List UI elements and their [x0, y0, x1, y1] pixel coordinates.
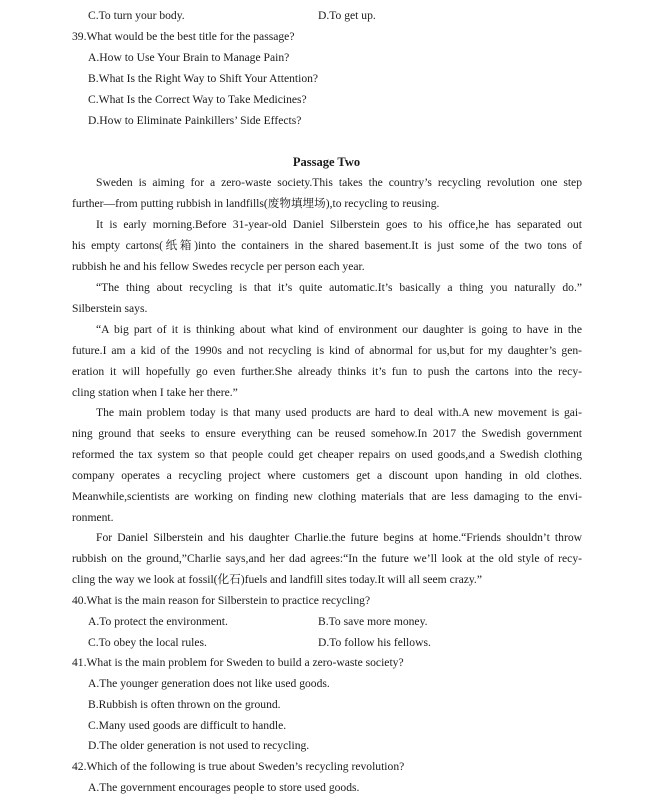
passage-line: reformed the tax system so that people could get cheaper repairs on used goods,and a Swedish clothing — [72, 448, 582, 461]
passage-line: “The thing about recycling is that it’s quite automatic.It’s basically a thing you naturally do.” — [96, 281, 582, 294]
q42-option-a: A.The government encourages people to store used goods. — [88, 781, 360, 794]
passage-line: It is early morning.Before 31-year-old Daniel Silberstein goes to his office,he has separated out — [96, 218, 582, 231]
passage-line: cling station when I take her there.” — [72, 386, 238, 399]
q38-option-c: C.To turn your body. — [88, 9, 185, 22]
q39-option-a: A.How to Use Your Brain to Manage Pain? — [88, 51, 290, 64]
passage-line: ning ground that seeks to ensure everything can be reused somehow.In 2017 the Swedish government — [72, 427, 582, 440]
passage-line: his empty cartons(纸箱)into the containers in the shared basement.It is just some of the two tons of — [72, 239, 582, 252]
passage-line: eration it will hopefully go even further.She already thinks it’s fun to push the cartons into the recy- — [72, 365, 582, 378]
passage-line: rubbish on the ground,”Charlie says,and her dad agrees:“In the future we’ll look at the old style of recy- — [72, 552, 582, 565]
q40-option-c: C.To obey the local rules. — [88, 636, 207, 649]
q41-option-a: A.The younger generation does not like used goods. — [88, 677, 330, 690]
passage-line: ronment. — [72, 511, 114, 524]
q41-option-c: C.Many used goods are difficult to handle. — [88, 719, 287, 732]
q40-option-b: B.To save more money. — [318, 615, 428, 628]
q39-stem: 39.What would be the best title for the passage? — [72, 30, 295, 43]
q39-option-c: C.What Is the Correct Way to Take Medicines? — [88, 93, 307, 106]
passage-line: Silberstein says. — [72, 302, 148, 315]
passage-line: cling the way we look at fossil(化石)fuels and landfill sites today.It will all seem crazy.” — [72, 573, 482, 586]
passage-line: Sweden is aiming for a zero-waste society.This takes the country’s recycling revolution one step — [96, 176, 582, 189]
q39-option-b: B.What Is the Right Way to Shift Your Attention? — [88, 72, 319, 85]
passage-line: Meanwhile,scientists are working on finding new clothing materials that are less damaging to the envi- — [72, 490, 582, 503]
q41-option-b: B.Rubbish is often thrown on the ground. — [88, 698, 281, 711]
q39-option-d: D.How to Eliminate Painkillers’ Side Effects? — [88, 114, 302, 127]
passage-line: “A big part of it is thinking about what kind of environment our daughter is going to have in the — [96, 323, 582, 336]
q40-stem: 40.What is the main reason for Silberstein to practice recycling? — [72, 594, 371, 607]
passage-line: For Daniel Silberstein and his daughter Charlie.the future begins at home.“Friends shouldn’t throw — [96, 531, 582, 544]
passage-line: The main problem today is that many used products are hard to deal with.A new movement is gai- — [96, 406, 582, 419]
q41-option-d: D.The older generation is not used to recycling. — [88, 739, 310, 752]
passage-line: further—from putting rubbish in landfills(废物填埋场),to recycling to reusing. — [72, 197, 440, 210]
passage-line: rubbish he and his fellow Swedes recycle per person each year. — [72, 260, 365, 273]
q42-stem: 42.Which of the following is true about Sweden’s recycling revolution? — [72, 760, 405, 773]
passage-title: Passage Two — [292, 155, 361, 169]
passage-line: company operates a recycling project where customers get a discount upon handing in old clothes. — [72, 469, 582, 482]
q38-option-d: D.To get up. — [318, 9, 376, 22]
passage-line: future.I am a kid of the 1990s and not recycling is kind of abnormal for us,but for my daughter’s gen- — [72, 344, 582, 357]
q40-option-d: D.To follow his fellows. — [318, 636, 431, 649]
q41-stem: 41.What is the main problem for Sweden to build a zero-waste society? — [72, 656, 404, 669]
q40-option-a: A.To protect the environment. — [88, 615, 228, 628]
